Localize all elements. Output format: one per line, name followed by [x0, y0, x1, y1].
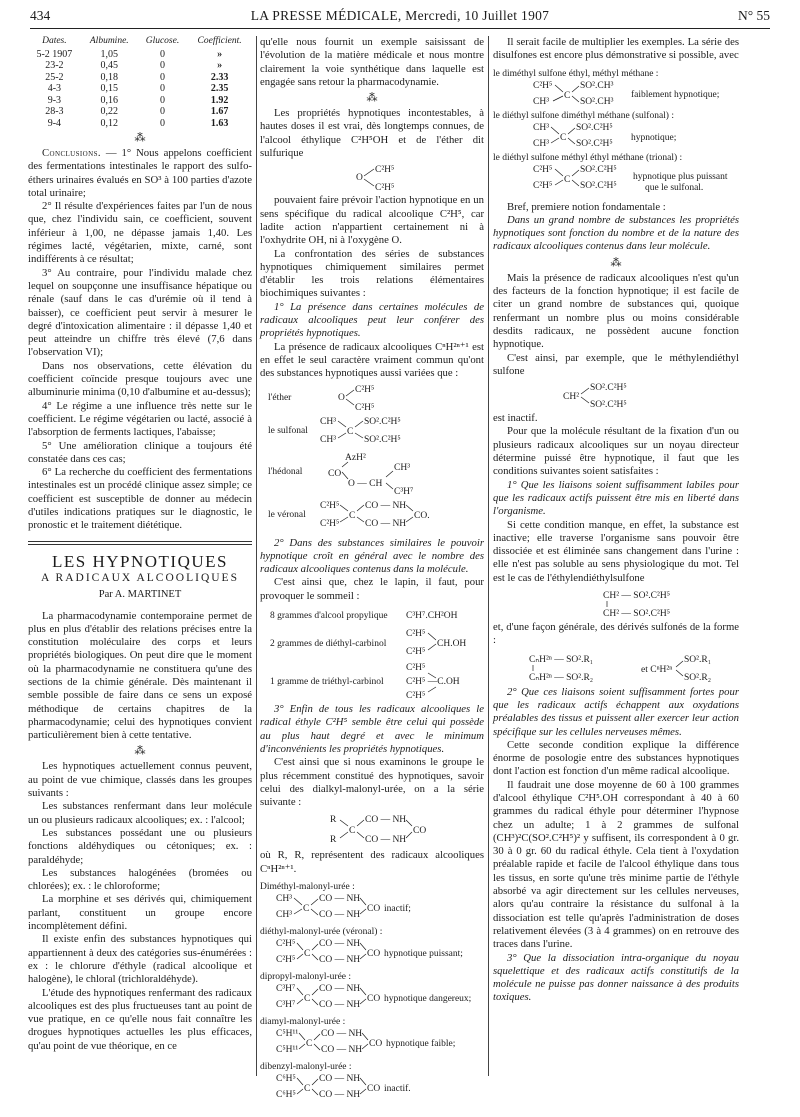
svg-text:SO².R₁: SO².R₁: [684, 654, 712, 665]
table-cell: 0,12: [100, 117, 119, 129]
svg-text:C: C: [349, 510, 356, 521]
svg-text:C²H⁵: C²H⁵: [355, 384, 375, 395]
svg-text:CH³: CH³: [533, 138, 550, 149]
table-cell: 0: [159, 71, 165, 83]
paragraph: [28, 147, 252, 200]
table-cell: 9-3: [47, 94, 62, 106]
paragraph: 2° Il résulte d'expériences faites par l'un de nous que, chez l'individu sain, ce coefficient, souvent inférieur à 1,00, ne dépasse jamais 1,40. Les régimes lacté, végétarien, mixte, carné, sont indifférents à ce résultat;: [28, 200, 252, 266]
svg-text:CO — NH: CO — NH: [319, 954, 361, 965]
disulfone-2: le diéthyl sulfone diméthyl méthane (sulfonal) :: [493, 110, 674, 121]
table-row: [28, 49, 252, 61]
table-cell: 1.92: [210, 94, 229, 106]
svg-text:SO².C²H⁵: SO².C²H⁵: [580, 180, 617, 191]
table-cell: 25-2: [45, 71, 64, 83]
dose-1-formula: C³H⁷.CH²OH: [406, 611, 458, 622]
svg-text:CO: CO: [367, 993, 381, 1004]
svg-text:C³H⁷: C³H⁷: [276, 983, 296, 994]
svg-text:C²H⁵: C²H⁵: [375, 183, 395, 192]
paragraph: La confrontation des séries de substances hypnotiques chimiquement similaires permet d'établir les trois relations élémentaires biochimiques suivantes :: [260, 247, 484, 300]
ether-formula: [260, 163, 484, 191]
svg-text:SO².C²H⁵: SO².C²H⁵: [580, 164, 617, 175]
svg-text:CO — NH: CO — NH: [319, 983, 361, 994]
svg-text:C: C: [560, 132, 567, 143]
svg-text:CO — NH: CO — NH: [321, 1044, 363, 1055]
paragraph: Les substances renfermant dans leur molécule un ou plusieurs radicaux alcooliques; ex. : l'alcool;: [28, 800, 252, 826]
svg-text:CO — NH: CO — NH: [365, 815, 407, 826]
svg-text:SO².C²H⁵: SO².C²H⁵: [364, 434, 401, 445]
paragraph: Il existe enfin des substances hypnotiques qui appartiennent à deux des catégories sus-énumérées : ex : le chlorure d'éthyle (radical alcoolique et halogène), le chloral (trichloraldéhyde).: [28, 933, 252, 986]
label-sulfonal: le sulfonal: [268, 425, 308, 436]
table-cell: 0: [159, 83, 165, 94]
svg-text:CO — NH: CO — NH: [319, 1089, 361, 1100]
svg-text:CH³: CH³: [533, 96, 550, 107]
svg-text:SO².CH³: SO².CH³: [580, 96, 614, 107]
paragraph: Les substances halogénées (bromées ou chlorées); ex. : le chloroforme;: [28, 866, 252, 893]
paragraph: Les propriétés hypnotiques incontestables, à hautes doses il est vrai, dès longtemps connues, de l'alcool éthylique C²H⁵OH et de l'éther dit sulfurique: [260, 107, 484, 160]
table-cell: 9-4: [47, 117, 62, 129]
conclusions-label: Conclusions.: [42, 147, 101, 159]
table-cell: 1.63: [210, 117, 229, 129]
svg-text:O: O: [356, 173, 363, 184]
formula-line-b: CH² — SO².C²H⁵: [603, 609, 671, 619]
section-stars: ⁂: [366, 92, 378, 105]
svg-text:C²H⁵: C²H⁵: [276, 938, 296, 949]
table-cell: 0,16: [100, 94, 119, 106]
svg-text:C²H⁵: C²H⁵: [406, 663, 426, 674]
dose-1: 8 grammes d'alcool propylique: [270, 611, 388, 622]
svg-text:CO — NH: CO — NH: [319, 893, 361, 904]
deriv-4: diamyl-malonyl-urée :: [260, 1016, 346, 1027]
journal-title: LA PRESSE MÉDICALE, Mercredi, 10 Juillet 1907: [250, 8, 550, 23]
paragraph: 2° Dans des substances similaires le pouvoir hypnotique croît en général avec le nombre des radicaux alcooliques contenus dans la molécule.: [260, 536, 484, 576]
paragraph: 5° Une amélioration clinique a toujours été constatée dans ces cas;: [28, 439, 252, 465]
column-1: [28, 36, 252, 1053]
table-row: [28, 106, 252, 118]
table-cell: 0,45: [100, 60, 119, 71]
svg-text:C²H⁵: C²H⁵: [320, 518, 340, 529]
column-rule: [488, 36, 489, 1076]
paragraph: qu'elle nous fournit un exemple saisissant de l'évolution de la matière médicale et nous montre clairement la voie synthétique dans laquelle est engagée sans retour la pharmacodynamie.: [260, 36, 484, 88]
hypnotics-formulas: [260, 384, 484, 534]
svg-text:CₙH²ⁿ — SO².R₁: CₙH²ⁿ — SO².R₁: [529, 654, 594, 665]
paragraph: Les hypnotiques actuellement connus peuvent, au point de vue chimique, classés dans les groupes suivants :: [28, 760, 252, 800]
svg-text:C⁵H¹¹: C⁵H¹¹: [276, 1028, 299, 1039]
table-header: Albumine.: [89, 36, 129, 46]
paragraph: Les substances possédant une ou plusieurs fonctions aldéhydiques ou cétoniques; ex. : paraldéhyde;: [28, 826, 252, 866]
svg-text:CH²: CH²: [563, 392, 580, 403]
svg-text:C⁶H⁵: C⁶H⁵: [276, 1089, 296, 1100]
deriv-3-note: hypnotique dangereux;: [384, 993, 472, 1004]
issue-number: N° 55: [737, 8, 770, 23]
table-cell: 5-2 1907: [36, 48, 73, 60]
methylene-disulfone-formula: [493, 381, 739, 409]
svg-text:SO².R₂: SO².R₂: [684, 672, 712, 683]
table-cell: 28-3: [45, 106, 64, 117]
article-author: Par A. MARTINET: [98, 589, 182, 601]
table-cell: 1,05: [100, 48, 119, 60]
table-cell: 0,15: [100, 83, 119, 94]
table-cell: 0: [159, 106, 165, 117]
label-ether: l'éther: [268, 392, 292, 403]
divider: [28, 544, 252, 545]
svg-text:C: C: [304, 1083, 311, 1094]
paragraph: La pharmacodynamie contemporaine permet de plus en plus d'établir des relations précises entre la constitution moléculaire des corps et leurs propriétés biologiques. On peut dire que le moment où la pharmacodynamie ne constituera qu'une des sections de la chimie générale. Dès maintenant il semble possible de faire dans ce sens un exposé méthodique de certains chapitres de la pharmacodynamie; celui des hypnotiques convient particulièrement bien à cette tentative.: [28, 609, 252, 742]
ethylene-disulfone-formula: [493, 588, 739, 618]
page-number: 434: [30, 8, 51, 23]
divider: [28, 541, 252, 542]
svg-text:CH³: CH³: [320, 416, 337, 427]
svg-text:CH³: CH³: [394, 462, 411, 473]
paragraph: L'étude des hypnotiques renfermant des radicaux alcooliques est des plus fructueuses tant au point de vue pratique, en ce qu'elle nous fait connaître les drogues hypnotiques actuelles les plus efficaces, qu'au point de vue théorique, en ce: [28, 986, 252, 1052]
svg-text:C: C: [303, 903, 310, 914]
svg-text:C²H⁵: C²H⁵: [320, 500, 340, 511]
paragraph: et, d'une façon générale, des dérivés sulfonés de la forme :: [493, 621, 739, 647]
table-header: Dates.: [42, 36, 67, 46]
paragraph: pouvaient faire prévoir l'action hypnotique en un sens spécifique du radical alcoolique C²H⁵, car ladite action n'appartient certainement ni à l'oxhydrite OH, ni à l'oxygène O.: [260, 194, 484, 247]
svg-text:CₙH²ⁿ — SO².R₂: CₙH²ⁿ — SO².R₂: [529, 672, 594, 683]
svg-text:CO — NH: CO — NH: [319, 999, 361, 1010]
table-cell: 2.33: [210, 71, 229, 83]
svg-text:C²H⁵: C²H⁵: [533, 164, 553, 175]
svg-text:C: C: [564, 174, 571, 185]
disulfone-3: le diéthyl sulfone méthyl éthyl méthane (trional) :: [493, 152, 683, 163]
paragraph: C'est ainsi que si nous examinons le groupe le plus récemment constitué des hypnotiques, savoir celui des dialkyl-malonyl-urée, on a la série suivante :: [260, 756, 484, 809]
svg-text:CO: CO: [413, 826, 427, 837]
svg-text:CO — NH: CO — NH: [319, 938, 361, 949]
table-cell: 0,18: [100, 71, 119, 83]
paragraph: Cette seconde condition explique la différence énorme de posologie entre des substances hypnotiques dont l'action est fonction d'un même radical alcoolique.: [493, 738, 739, 778]
paragraph: Pour que la molécule résultant de la fixation d'un ou plusieurs radicaux alcooliques sur un noyau directeur détermine puissé être hypnotique, il faut que les conditions suivantes soient satisfaites :: [493, 425, 739, 478]
table-cell: 0: [159, 48, 165, 60]
svg-text:CH³: CH³: [320, 434, 337, 445]
paragraph: Si cette condition manque, en effet, la substance est inactive; elle traverse l'organisme sans pouvoir être dissociée et est éliminée sans changement dans l'urine : elle n'est pas soluble au sens physiologique du mot. Tel est le cas de l'éthylendiéthylsulfone: [493, 518, 739, 584]
table-cell: 0: [159, 117, 165, 129]
svg-text:CH³: CH³: [276, 909, 293, 920]
section-stars: ⁂: [134, 132, 146, 144]
paragraph: où R, R, représentent des radicaux alcooliques CⁿH²ⁿ⁺¹.: [260, 849, 484, 875]
paragraph: Il faudrait une dose moyenne de 60 à 100 grammes d'alcool éthylique C²H⁵.OH correspondant à 40 à 60 grammes du radical éthyle pour déterminer l'hypnose chez un adulte; 1 à 2 grammes de sulfonal (CH³)²C(SO².C²H⁵)² y suffisent, ils correspondent à 0 gr. 30 à 0 gr. 60 du radical éthyle. Cela tient à l'oxydation préalable rapide et facile de l'alcool éthylique dans tous les tissus, en sorte qu'une très minime partie de l'éthyle absorbé va agir directement sur les cellules nerveuses, alors qu'au contraire la résistance du sulfonal à la dissociation est telle qu'après l'administration de doses relativement élevées (3 à 4 grammes) on en retrouve des traces dans l'urine.: [493, 778, 739, 951]
table-header-row: [28, 36, 252, 49]
table-cell: 0: [159, 94, 165, 106]
svg-text:CO — NH: CO — NH: [321, 1028, 363, 1039]
deriv-1-note: inactif;: [384, 903, 411, 914]
column-3: [493, 36, 739, 1005]
table-row: [28, 72, 252, 84]
paragraph: Bref, premiere notion fondamentale :: [507, 200, 666, 213]
svg-text:CO: CO: [367, 903, 381, 914]
table-row: [28, 118, 252, 130]
paragraph: 4° Le régime a une influence très nette sur le coefficient. Le régime végétarien ou lacté, associé à l'absorption de ferments lactiques, l'abaisse;: [28, 399, 252, 439]
svg-text:et CⁿH²ⁿ: et CⁿH²ⁿ: [641, 664, 673, 675]
svg-text:CO — NH: CO — NH: [319, 909, 361, 920]
svg-text:AzH²: AzH²: [345, 452, 366, 463]
formula-line-a: CH² — SO².C²H⁵: [603, 591, 671, 602]
svg-text:C²H⁵: C²H⁵: [406, 691, 426, 701]
sulfone-general-forms: [493, 651, 739, 683]
table-header: Coefficient.: [197, 36, 242, 46]
svg-text:C: C: [564, 90, 571, 101]
svg-text:C: C: [306, 1038, 313, 1049]
section-stars: ⁂: [610, 256, 622, 269]
disulfone-3-note-2: que le sulfonal.: [645, 182, 704, 193]
dose-2: 2 grammes de diéthyl-carbinol: [270, 639, 387, 650]
label-hedonal: l'hédonal: [268, 466, 303, 477]
svg-text:C²H⁵: C²H⁵: [533, 180, 553, 191]
article-title: LES HYPNOTIQUES: [52, 551, 228, 571]
general-formula: [260, 812, 484, 846]
table-cell: »: [217, 48, 223, 60]
column-rule: [256, 36, 257, 1076]
deriv-1: Diméthyl-malonyl-urée :: [260, 881, 355, 892]
disulfone-2-note: hypnotique;: [631, 132, 677, 143]
svg-text:CO: CO: [367, 948, 381, 959]
page-header: [30, 6, 770, 29]
label-veronal: le véronal: [268, 509, 306, 520]
svg-text:CO.: CO.: [414, 510, 430, 521]
table-header: Glucose.: [145, 36, 180, 46]
paragraph: 3° Au contraire, pour l'individu malade chez lequel on soupçonne une insuffisance hépatique ou rénale (sauf dans le cas d'urémie où il tend à baisser), ce coefficient peut servir à mesurer le degré d'intoxication alimentaire : il dépasse 1,40 et peut atteindre un chiffre très élevé (7,6 dans l'observation VI);: [28, 266, 252, 359]
paragraph: Dans nos observations, cette élévation du coefficient coïncide presque toujours avec une albuminurie minima (0,10 d'albumine et au-dessus);: [28, 359, 252, 399]
section-stars: ⁂: [134, 745, 146, 758]
svg-text:C²H⁵: C²H⁵: [375, 165, 395, 176]
svg-text:SO².CH³: SO².CH³: [580, 80, 614, 91]
table-cell: 23-2: [45, 60, 64, 71]
paragraph: 1° Que les liaisons soient suffisamment labiles pour que les radicaux actifs puissent être mis en liberté dans l'organisme.: [493, 478, 739, 518]
paragraph: La morphine et ses dérivés qui, chimiquement parlant, constituent un groupe encore incomplètement défini.: [28, 893, 252, 933]
deriv-2: diéthyl-malonyl-urée (véronal) :: [260, 926, 383, 937]
svg-text:C: C: [304, 993, 311, 1004]
svg-text:SO².C²H⁵: SO².C²H⁵: [576, 122, 613, 133]
svg-text:C²H⁵: C²H⁵: [533, 80, 553, 91]
paragraph: 2° Que ces liaisons soient suffisamment fortes pour que les radicaux actifs échappent aux oxydations préalables des tissus et puissent aller exercer leur action spécifique sur les cellules nerveuses mêmes.: [493, 685, 739, 738]
svg-text:CO: CO: [367, 1083, 381, 1094]
svg-text:CO: CO: [369, 1038, 383, 1049]
svg-text:CO — NH: CO — NH: [365, 500, 407, 511]
svg-text:CH.OH: CH.OH: [437, 639, 467, 650]
svg-text:CH³: CH³: [276, 893, 293, 904]
disulfone-1: le diméthyl sulfone éthyl, méthyl méthane :: [493, 68, 659, 79]
paragraph: 3° Que la dissociation intra-organique du noyau squelettique et des radicaux actifs constitutifs de la molécule ne puisse pas donner naissance à des produits toxiques.: [493, 951, 739, 1004]
disulfone-1-note: faiblement hypnotique;: [631, 89, 720, 100]
svg-text:C²H⁵ —C.OH: C²H⁵ —C.OH: [406, 677, 460, 688]
dose-formulas: [260, 606, 484, 700]
svg-text:R: R: [330, 835, 337, 846]
paragraph: 6° La recherche du coefficient des fermentations intestinales est un procédé clinique assez simple; ce coefficient est susceptible de donner au médecin d'utiles indications pratiques sur le diagnostic, le pronostic et le traitement diététique.: [28, 466, 252, 532]
svg-text:SO².C²H⁵: SO².C²H⁵: [364, 416, 401, 427]
svg-text:O — CH: O — CH: [348, 478, 383, 489]
table-cell: 1.67: [210, 106, 229, 117]
svg-text:CO: CO: [328, 468, 342, 479]
svg-text:O: O: [338, 392, 345, 403]
paragraph: C'est ainsi que, chez le lapin, il faut, pour provoquer le sommeil :: [260, 576, 484, 602]
table-cell: 0,22: [100, 106, 119, 117]
paragraph: Il serait facile de multiplier les exemples. La série des disulfones est encore plus démonstrative si possible, avec: [493, 36, 739, 62]
dose-3: 1 gramme de triéthyl-carbinol: [270, 677, 384, 688]
table-cell: 2.35: [210, 83, 229, 94]
deriv-3: dipropyl-malonyl-urée :: [260, 971, 352, 982]
svg-text:CO — NH: CO — NH: [365, 835, 407, 846]
table-cell: »: [217, 60, 223, 71]
svg-text:SO².C²H⁵: SO².C²H⁵: [590, 383, 627, 394]
malonyl-urea-series: [260, 879, 484, 1114]
svg-text:SO².C²H⁵: SO².C²H⁵: [576, 138, 613, 149]
svg-text:C²H⁵: C²H⁵: [355, 402, 375, 413]
table-row: [28, 95, 252, 107]
paragraph: est inactif.: [493, 412, 538, 425]
table-cell: 0: [159, 60, 165, 71]
deriv-5-note: inactif.: [384, 1083, 411, 1094]
deriv-4-note: hypnotique faible;: [386, 1038, 456, 1049]
svg-text:C²H⁵: C²H⁵: [406, 647, 426, 658]
svg-text:C³H⁷: C³H⁷: [276, 999, 296, 1010]
svg-text:C: C: [349, 826, 356, 837]
conclusions-text: — 1° Nous appelons coefficient des fermentations intestinales le rapport des sulfo-éthers urinaires évalués en SO³ à 100 parties d'azote total urinaire;: [28, 147, 252, 199]
paragraph: Mais la présence de radicaux alcooliques n'est qu'un des facteurs de la fonction hypnotique; il est facile de citer un grand nombre de substances qui, quoique renfermant un nombre plus ou moins considérable desdits radicaux, ne possèdent aucune fonction hypnotique.: [493, 271, 739, 351]
table-row: [28, 60, 252, 72]
table-row: [28, 83, 252, 95]
deriv-2-note: hypnotique puissant;: [384, 948, 463, 959]
disulfone-3-note-1: hypnotique plus puissant: [633, 171, 728, 182]
svg-text:CO — NH: CO — NH: [365, 518, 407, 529]
paragraph: 3° Enfin de tous les radicaux alcooliques le radical éthyle C²H⁵ semble être celui qui possède au plus haut degré et avec le minimum d'inconvénients les propriétés hypnotiques.: [260, 703, 484, 755]
deriv-5: dibenzyl-malonyl-urée :: [260, 1061, 352, 1072]
svg-text:C²H⁵: C²H⁵: [406, 629, 426, 640]
svg-text:C²H⁵: C²H⁵: [276, 954, 296, 965]
svg-text:C³H⁷: C³H⁷: [394, 486, 414, 497]
svg-text:R: R: [330, 815, 337, 826]
svg-text:CH³: CH³: [533, 122, 550, 133]
svg-text:C: C: [347, 426, 354, 437]
svg-text:SO².C²H⁵: SO².C²H⁵: [590, 400, 627, 410]
svg-text:C⁶H⁵: C⁶H⁵: [276, 1073, 296, 1084]
paragraph: C'est ainsi, par exemple, que le méthylendiéthyl sulfone: [493, 351, 739, 377]
table-cell: 4-3: [47, 83, 62, 94]
paragraph: Dans un grand nombre de substances les propriétés hypnotiques sont fonction du nombre et de la nature des radicaux alcooliques contenus dans leur molécule.: [493, 213, 739, 253]
data-table: [28, 36, 252, 129]
paragraph: La présence de radicaux alcooliques CⁿH²ⁿ⁺¹ est en effet le seul caractère vraiment commun qu'ont des substances hypnotiques aussi variées que :: [260, 340, 484, 380]
svg-text:C⁵H¹¹: C⁵H¹¹: [276, 1044, 299, 1055]
svg-text:C: C: [304, 948, 311, 959]
disulfone-series: [493, 66, 739, 198]
svg-text:CO — NH: CO — NH: [319, 1073, 361, 1084]
column-2: [260, 36, 484, 1117]
article-subtitle: A RADICAUX ALCOOLIQUES: [41, 571, 239, 584]
paragraph: 1° La présence dans certaines molécules de radicaux alcooliques peut leur conférer des propriétés hypnotiques.: [260, 300, 484, 340]
